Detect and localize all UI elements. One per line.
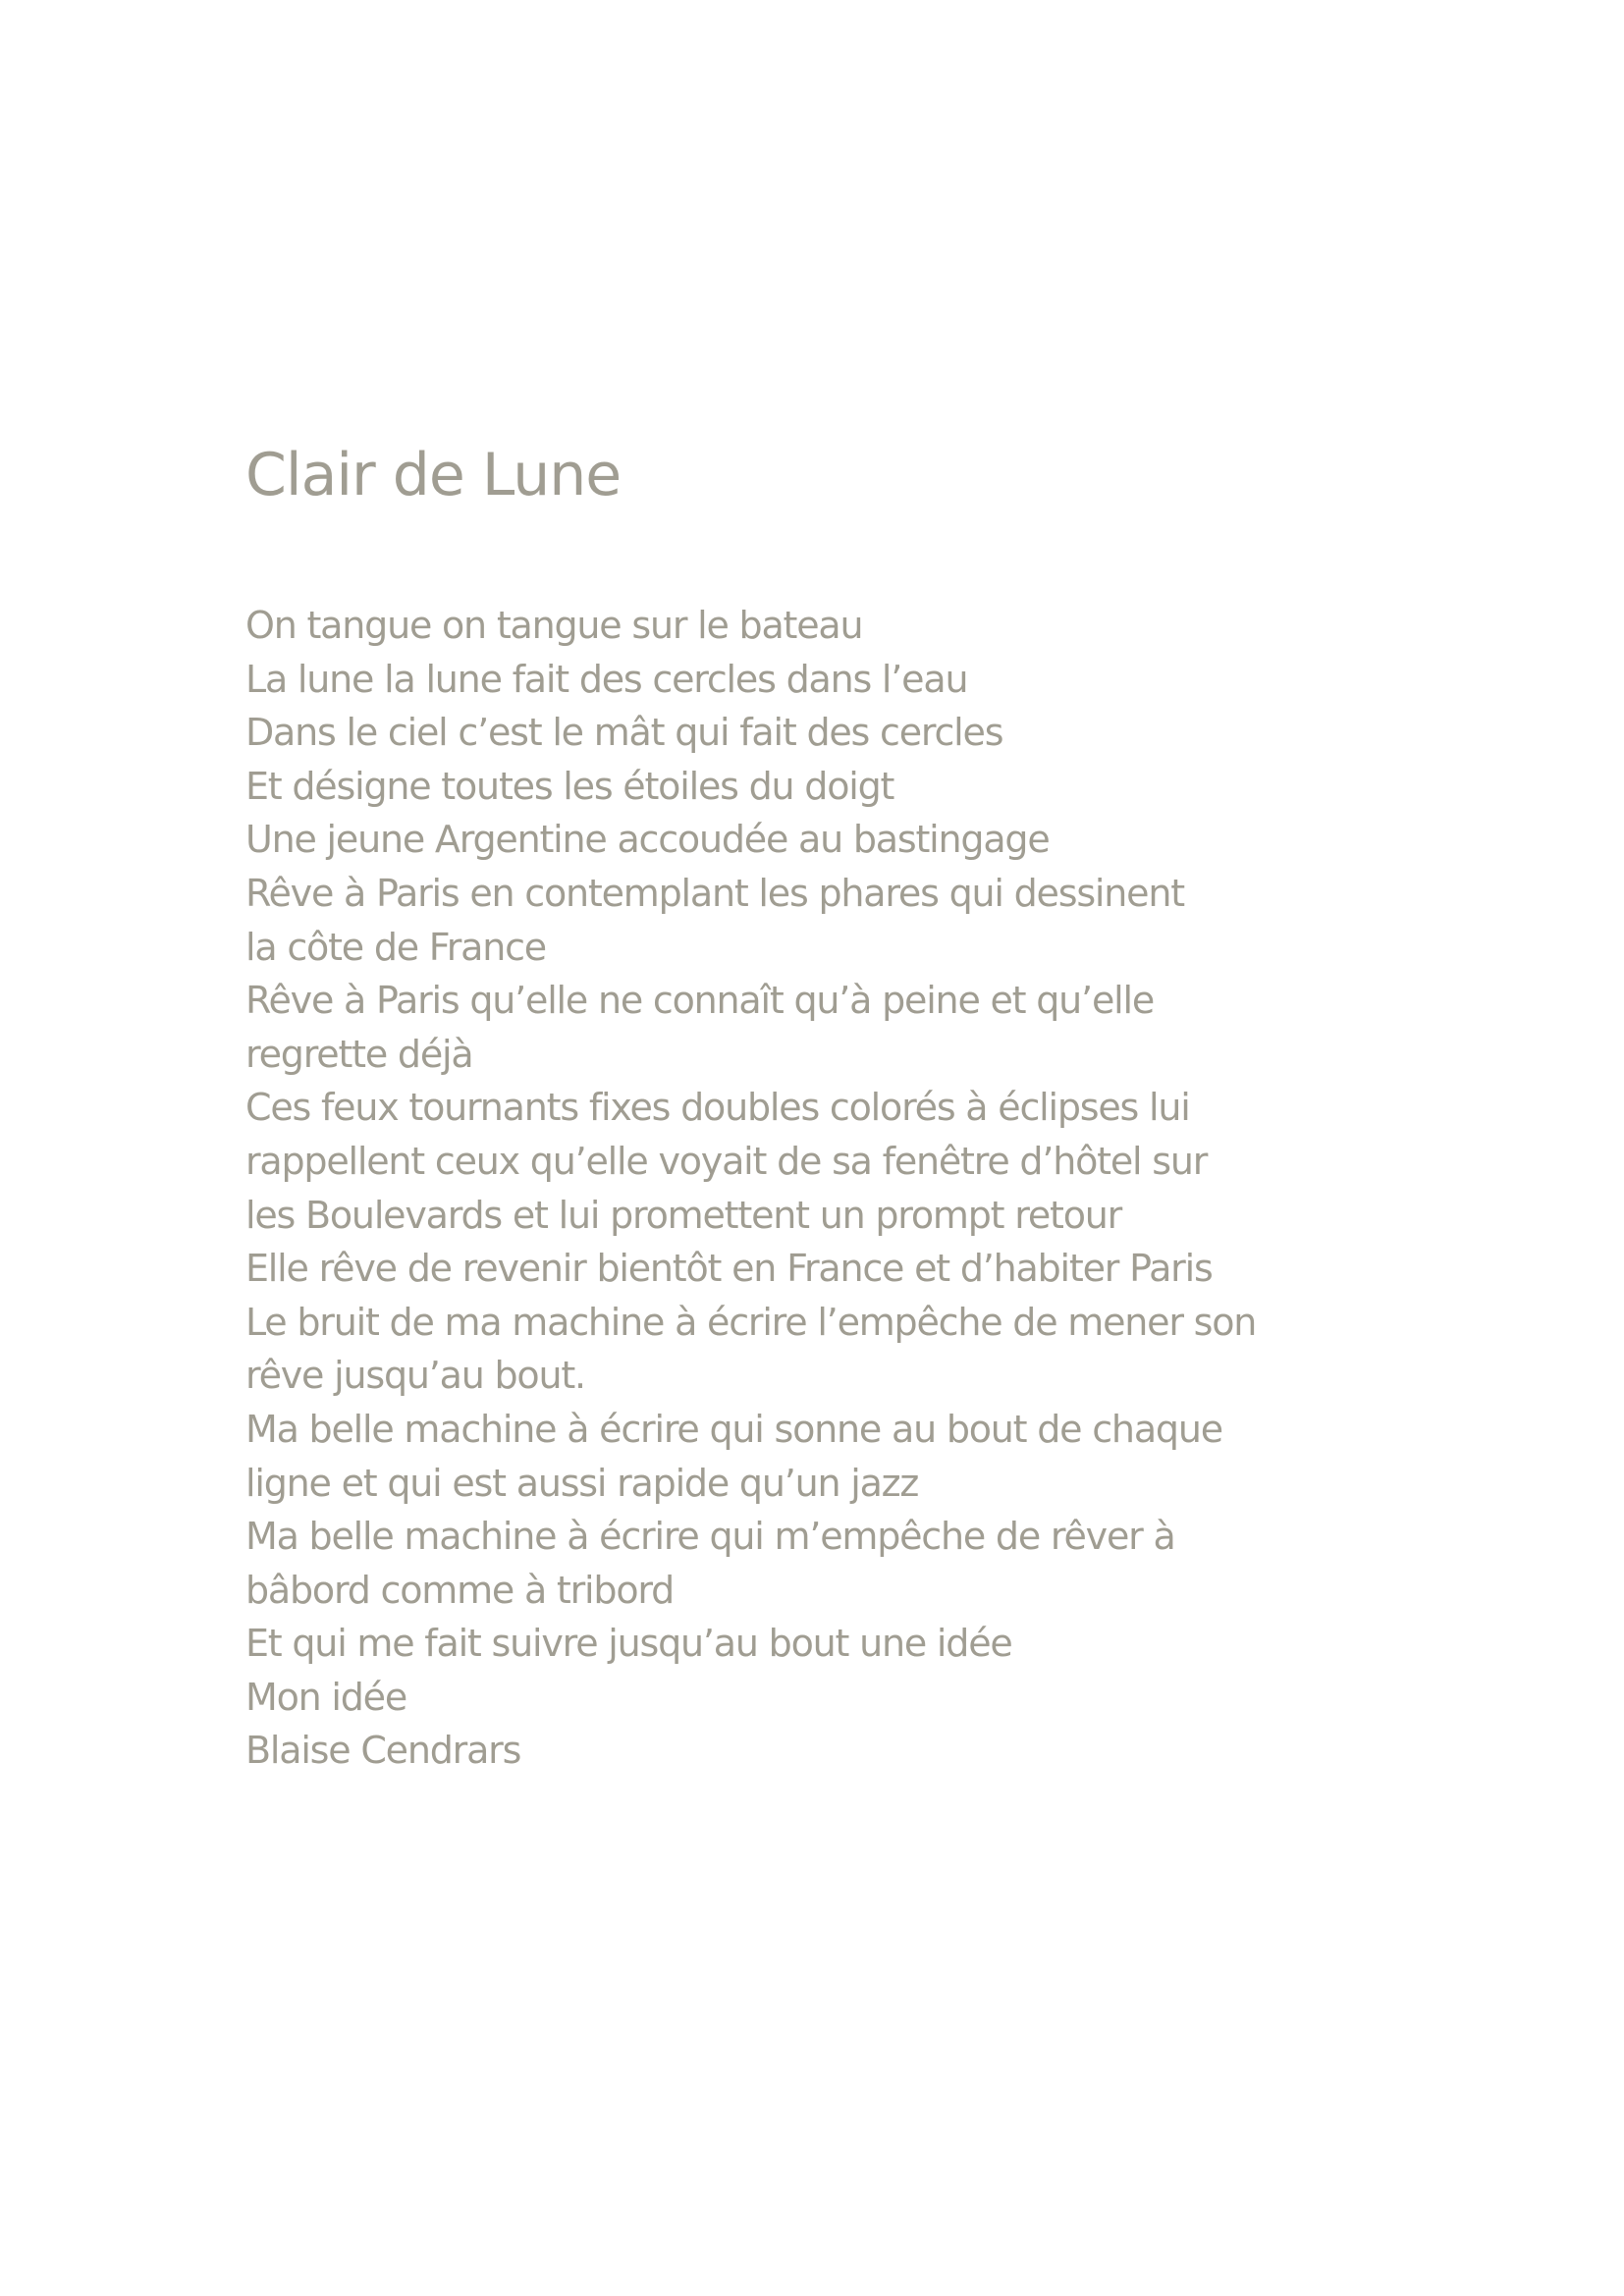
poem-line: Ma belle machine à écrire qui sonne au bout de chaque	[245, 1407, 1222, 1451]
poem-line: ligne et qui est aussi rapide qu’un jazz	[245, 1461, 919, 1505]
poem-line: La lune la lune fait des cercles dans l’eau	[245, 657, 968, 701]
poem-body	[245, 599, 1256, 1778]
poem-title: Clair de Lune	[245, 441, 622, 509]
poem-line: Et désigne toutes les étoiles du doigt	[245, 764, 894, 808]
poem-line: Rêve à Paris qu’elle ne connaît qu’à peine et qu’elle	[245, 979, 1155, 1023]
poem-line: rêve jusqu’au bout.	[245, 1354, 585, 1398]
poem-line: Dans le ciel c’est le mât qui fait des cercles	[245, 711, 1003, 755]
poem-line: la côte de France	[245, 925, 546, 969]
poem-line: Rêve à Paris en contemplant les phares qui dessinent	[245, 871, 1184, 915]
poem-line: Ces feux tournants fixes doubles colorés à éclipses lui	[245, 1086, 1190, 1130]
poem-line: les Boulevards et lui promettent un prompt retour	[245, 1193, 1122, 1237]
poem-line: rappellent ceux qu’elle voyait de sa fenêtre d’hôtel sur	[245, 1139, 1208, 1183]
poem-line: regrette déjà	[245, 1032, 473, 1076]
poem-author: Blaise Cendrars	[245, 1729, 521, 1773]
poem-line: Elle rêve de revenir bientôt en France et d’habiter Paris	[245, 1247, 1213, 1291]
poem-line: Ma belle machine à écrire qui m’empêche de rêver à	[245, 1515, 1175, 1559]
poem-line: Une jeune Argentine accoudée au bastingage	[245, 818, 1050, 862]
poem-line: On tangue on tangue sur le bateau	[245, 604, 863, 647]
poem-line: Mon idée	[245, 1675, 407, 1719]
poem-line: bâbord comme à tribord	[245, 1568, 675, 1612]
poem-line: Et qui me fait suivre jusqu’au bout une idée	[245, 1622, 1012, 1666]
poem-line: Le bruit de ma machine à écrire l’empêche de mener son	[245, 1300, 1257, 1344]
